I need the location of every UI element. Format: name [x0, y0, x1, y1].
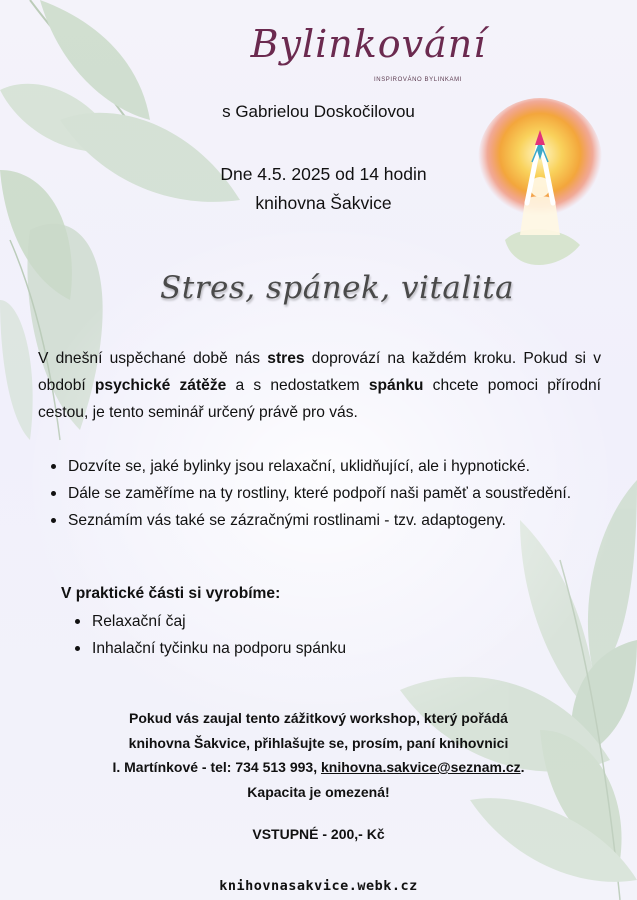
event-info	[0, 160, 637, 218]
email-link[interactable]: knihovna.sakvice@seznam.cz	[321, 759, 521, 775]
logo-subtitle: INSPIROVÁNO BYLINKAMI	[374, 77, 462, 83]
capacity-note: Kapacita je omezená!	[247, 783, 390, 800]
list-item: Inhalační tyčinku na podporu spánku	[72, 635, 472, 662]
logo-title: Bylinkování	[250, 22, 487, 66]
event-venue: knihovna Šakvice	[255, 193, 392, 213]
intro-emphasis: psychické zátěže	[94, 377, 227, 394]
contact-line: Pokud vás zaujal tento zážitkový workshop, který pořádá	[129, 710, 508, 726]
list-item: Dále se zaměříme na ty rostliny, které podpoří naši paměť a soustředění.	[48, 480, 601, 507]
contact-info	[0, 706, 637, 804]
list-item: Relaxační čaj	[72, 608, 472, 635]
benefits-list	[48, 453, 601, 534]
logo	[0, 22, 637, 83]
intro-emphasis: stres	[267, 350, 305, 367]
practical-heading: V praktické části si vyrobíme:	[61, 585, 281, 602]
intro-text: V dnešní uspěchané době nás	[38, 350, 268, 367]
presenter-line: s Gabrielou Doskočilovou	[222, 102, 415, 121]
intro-text: chcete pomoci přírodní cestou, je tento seminář určený právě pro vás.	[38, 377, 601, 421]
practical-list	[72, 608, 472, 662]
list-item: Seznámím vás také se zázračnými rostlinami - tzv. adaptogeny.	[48, 507, 601, 534]
contact-line: knihovna Šakvice, přihlašujte se, prosím, paní knihovnici	[128, 734, 509, 751]
topic-title: Stres, spánek, vitalita	[160, 270, 515, 306]
list-item: Dozvíte se, jaké bylinky jsou relaxační, uklidňující, ale i hypnotické.	[48, 453, 601, 480]
contact-line	[0, 755, 637, 780]
contact-phone: I. Martínkové - tel: 734 513 993,	[112, 759, 321, 775]
admission-price: VSTUPNÉ - 200,- Kč	[252, 826, 385, 842]
event-date: Dne 4.5. 2025 od 14 hodin	[220, 164, 427, 184]
website-link[interactable]: knihovnasakvice.webk.cz	[219, 878, 418, 894]
intro-text: doprovází na každém kroku. Pokud si v období	[38, 350, 602, 394]
intro-emphasis: spánku	[368, 377, 424, 394]
intro-paragraph	[38, 345, 601, 426]
intro-text: a s nedostatkem	[226, 377, 369, 394]
contact-punctuation: .	[520, 759, 525, 775]
